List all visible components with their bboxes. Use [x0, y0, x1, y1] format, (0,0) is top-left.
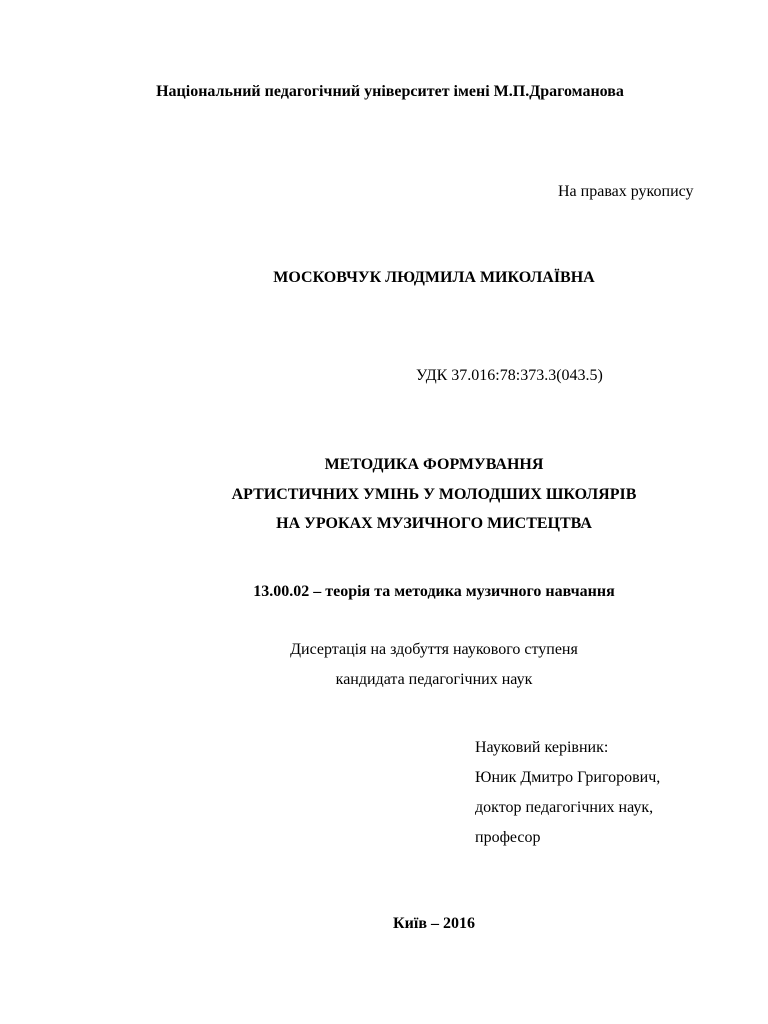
dissertation-title-line-2: АРТИСТИЧНИХ УМІНЬ У МОЛОДШИХ ШКОЛЯРІВ — [231, 486, 637, 503]
author-name: МОСКОВЧУК ЛЮДМИЛА МИКОЛАЇВНА — [273, 269, 595, 286]
manuscript-note: На правах рукопису — [558, 183, 694, 200]
supervisor-label: Науковий керівник: — [475, 739, 609, 756]
dissertation-degree-line-2: кандидата педагогічних наук — [335, 671, 533, 688]
dissertation-title-line-1: МЕТОДИКА ФОРМУВАННЯ — [324, 456, 544, 473]
supervisor-rank: професор — [475, 829, 541, 846]
supervisor-block — [475, 738, 660, 858]
university-name: Національний педагогічний університет імені М.П.Драгоманова — [156, 83, 624, 100]
city-year: Київ – 2016 — [393, 915, 475, 932]
specialty-code: 13.00.02 – теорія та методика музичного навчання — [253, 583, 615, 600]
dissertation-title-line-3: НА УРОКАХ МУЗИЧНОГО МИСТЕЦТВА — [276, 515, 592, 532]
udc-code: УДК 37.016:78:373.3(043.5) — [416, 367, 603, 384]
supervisor-degree: доктор педагогічних наук, — [475, 799, 654, 816]
dissertation-degree-line-1: Дисертація на здобуття наукового ступеня — [290, 641, 578, 658]
supervisor-name: Юник Дмитро Григорович, — [475, 769, 661, 786]
